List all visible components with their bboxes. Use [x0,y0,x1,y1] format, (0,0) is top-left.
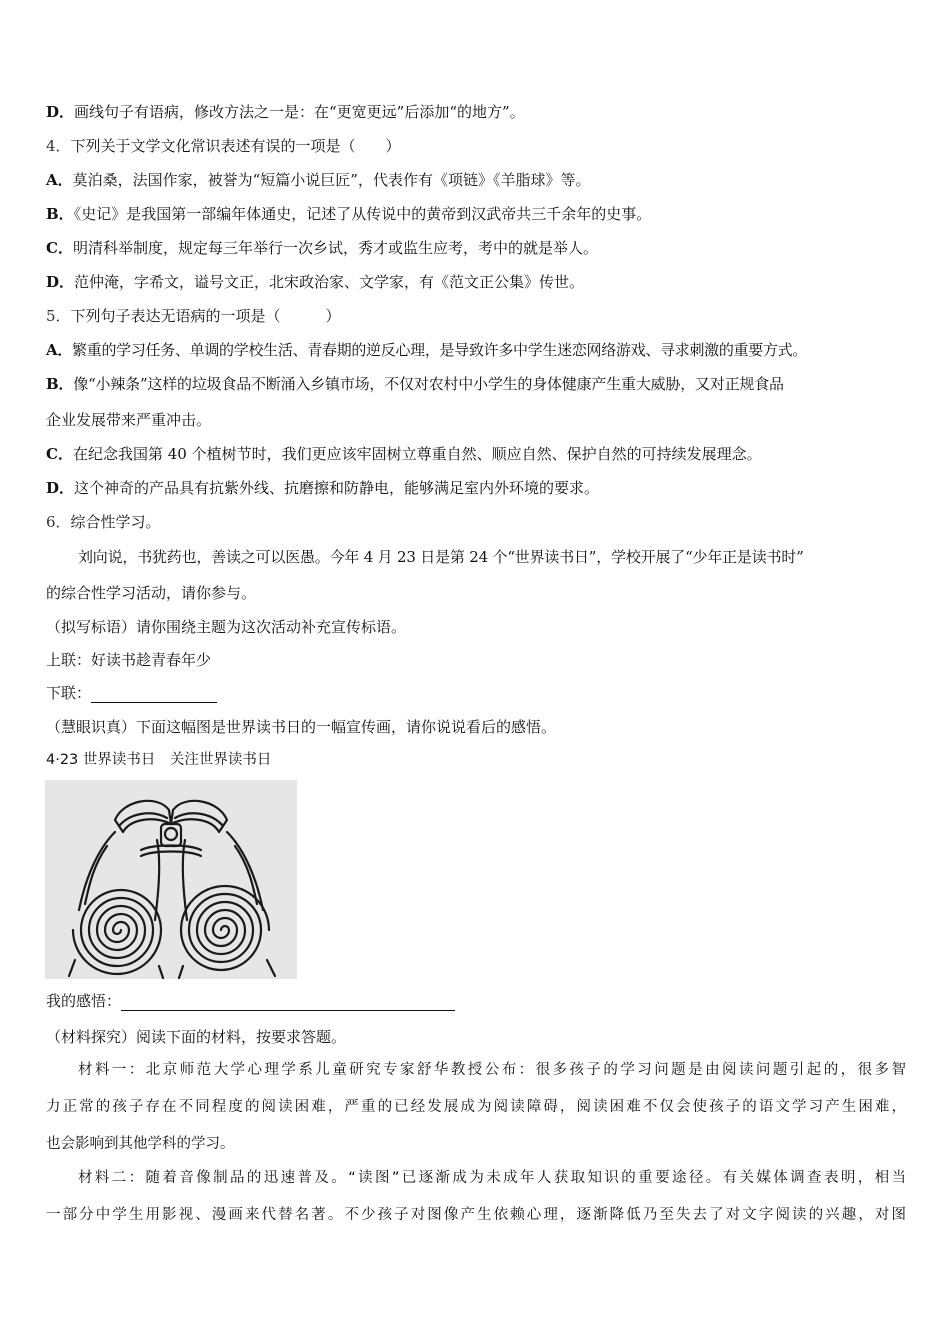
option-label: A． [46,171,73,189]
lower-couplet-blank[interactable] [91,686,217,703]
option-text: 这个神奇的产品具有抗紫外线、抗磨擦和防静电，能够满足室内外环境的要求。 [74,479,600,497]
q5-option-b-line2 [46,410,906,430]
option-text: 《史记》是我国第一部编年体通史，记述了从传说中的黄帝到汉武帝共三千余年的史事。 [73,205,652,223]
question-6 [46,512,906,532]
question-number: 5． [46,307,71,325]
task-slogan: （拟写标语）请你围绕主题为这次活动补充宣传标语。 [46,618,407,636]
option-label: D． [46,479,75,497]
option-label: B． [46,205,74,223]
option-text: 明清科举制度，规定每三年举行一次乡试，秀才或监生应考，考中的就是举人。 [72,239,598,257]
upper-couplet: 上联：好读书趁青春年少 [46,651,212,669]
question-stem: 下列句子表达无语病的一项是（ ） [70,307,341,325]
option-label: B． [46,375,74,393]
binoculars-of-rolled-books-icon [45,780,297,979]
q5-option-b-line1 [46,374,906,394]
material-1-line-1: 材料一：北京师范大学心理学系儿童研究专家舒华教授公布：很多孩子的学习问题是由阅读问题引起的，很多智 [78,1062,906,1078]
feeling-label: 我的感悟： [46,992,122,1010]
option-label: D． [46,273,75,291]
option-text: 莫泊桑，法国作家，被誉为“短篇小说巨匠”，代表作有《项链》《羊脂球》等。 [72,171,591,189]
option-text: 画线句子有语病，修改方法之一是：在“更宽更远”后添加“的地方”。 [74,103,525,121]
material-2-line-2: 一部分中学生用影视、漫画来代替名著。不少孩子对图像产生依赖心理，逐渐降低乃至失去了对文字阅读的兴趣，对图 [46,1207,906,1223]
intro-line-2: 的综合性学习活动，请你参与。 [46,584,257,602]
q5-option-c [46,444,906,464]
q5-option-a [46,340,906,360]
material-1-line-3: 也会影响到其他学科的学习。 [46,1136,235,1152]
option-label: C． [46,445,73,463]
poster-caption: 4·23 世界读书日 关注世界读书日 [46,752,272,768]
question-5 [46,306,906,326]
option-label: A． [46,341,73,359]
question-number: 4． [46,137,71,155]
intro-line-1: 刘向说，书犹药也，善读之可以医愚。今年 4 月 23 日是第 24 个“世界读书日”，学校开展了“少年正是读书时” [78,548,804,566]
option-label: C． [46,239,73,257]
option-label: D． [46,103,75,121]
option-text: 在纪念我国第 40 个植树节时，我们更应该牢固树立尊重自然、顺应自然、保护自然的可持续发展理念。 [72,445,762,463]
task-poster: （慧眼识真）下面这幅图是世界读书日的一幅宣传画，请你说说看后的感悟。 [46,718,557,736]
question-stem: 综合性学习。 [70,513,161,531]
task-material: （材料探究）阅读下面的材料，按要求答题。 [46,1028,347,1046]
feeling-blank[interactable] [121,994,455,1011]
option-text: 繁重的学习任务、单调的学校生活、青春期的逆反心理，是导致许多中学生迷恋网络游戏、寻求刺激的重要方式。 [72,341,808,359]
question-4 [46,136,906,156]
q4-option-c [46,238,906,258]
question-number: 6． [46,513,71,531]
q4-option-b [46,204,906,224]
lower-couplet-label: 下联： [46,684,92,702]
option-text: 像“小辣条”这样的垃圾食品不断涌入乡镇市场，不仅对农村中小学生的身体健康产生重大威胁，又对正规食品 [73,375,784,393]
question-stem: 下列关于文学文化常识表述有误的一项是（ ） [70,137,401,155]
q5-option-d [46,478,906,498]
lower-couplet [46,683,906,703]
feeling-line [46,991,906,1011]
q4-option-d [46,272,906,292]
option-text: 范仲淹，字希文，谥号文正，北宋政治家、文学家，有《范文正公集》传世。 [74,273,585,291]
q4-option-a [46,170,906,190]
material-2-line-1: 材料二：随着音像制品的迅速普及。“读图”已逐渐成为未成年人获取知识的重要途径。有关媒体调查表明，相当 [78,1170,906,1186]
poster-figure [45,780,297,979]
material-1-line-2: 力正常的孩子存在不同程度的阅读困难，严重的已经发展成为阅读障碍，阅读困难不仅会使孩子的语文学习产生困难， [46,1099,906,1115]
option-text-continued: 企业发展带来严重冲击。 [46,411,212,429]
q3-option-d [46,102,906,122]
